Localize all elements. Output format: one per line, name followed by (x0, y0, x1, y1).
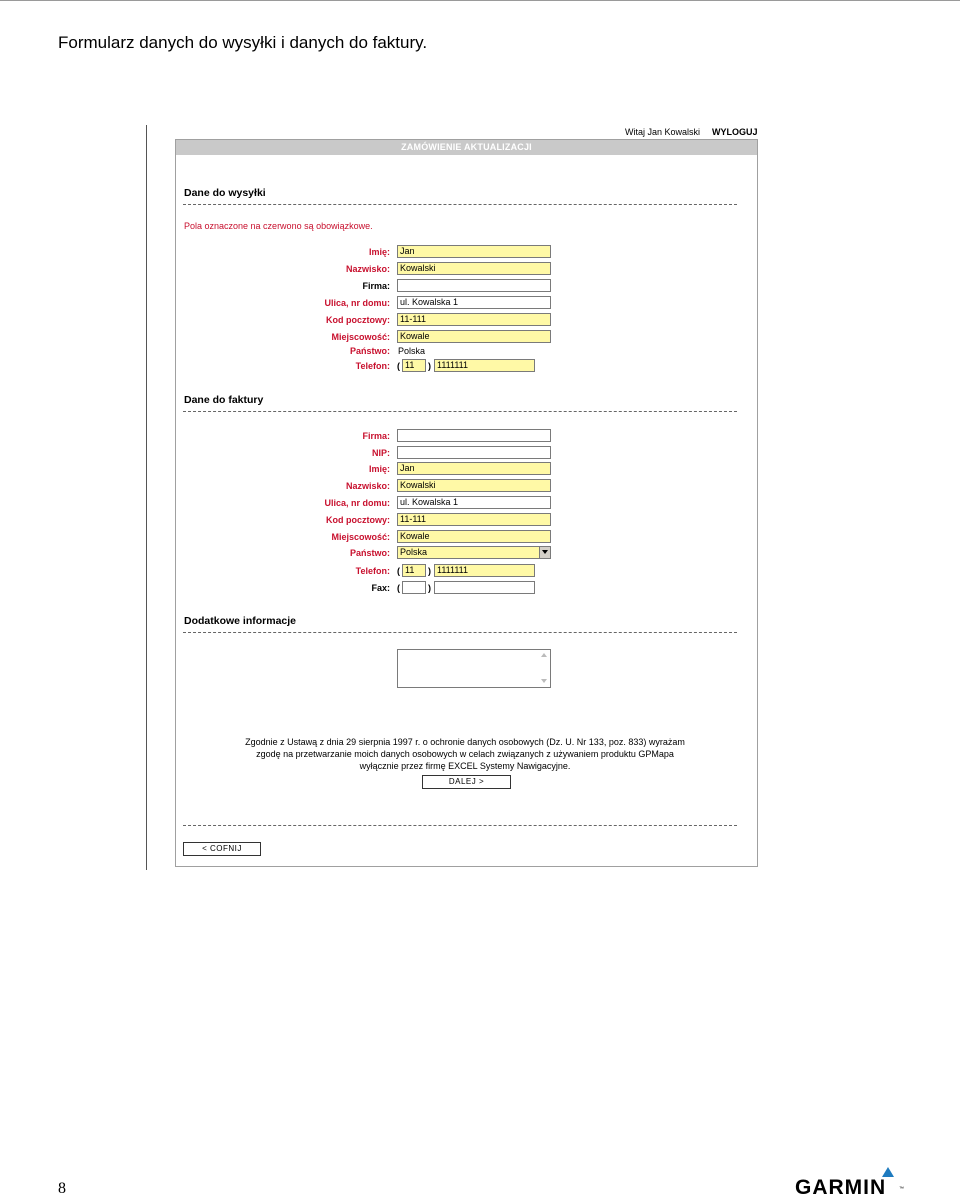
invoice-heading: Dane do faktury (184, 394, 264, 406)
shipping-heading: Dane do wysyłki (184, 187, 266, 199)
invoice-postal-label: Kod pocztowy: (326, 515, 390, 525)
paren-open: ( (397, 566, 400, 576)
page-title: ZAMÓWIENIE AKTUALIZACJI (176, 140, 757, 155)
consent-line: Zgodnie z Ustawą z dnia 29 sierpnia 1997 r. o ochronie danych osobowych (Dz. U. Nr 133, poz. 833) wyrażam (245, 737, 685, 747)
invoice-fax-area-field[interactable] (402, 581, 426, 594)
divider (183, 411, 737, 412)
logout-link[interactable]: WYLOGUJ (712, 127, 758, 137)
invoice-company-label: Firma: (362, 431, 390, 441)
invoice-country-label: Państwo: (349, 548, 390, 558)
invoice-country-value: Polska (400, 547, 428, 557)
shipping-country-label: Państwo: (349, 346, 390, 356)
shipping-city-field[interactable]: Kowale (397, 330, 551, 343)
shipping-postal-field[interactable]: 11-111 (397, 313, 551, 326)
logo-text: GARMIN (795, 1176, 887, 1199)
invoice-fax-number-field[interactable] (434, 581, 535, 594)
invoice-street-label: Ulica, nr domu: (324, 498, 390, 508)
invoice-postal-field[interactable]: 11-111 (397, 513, 551, 526)
scroll-down-icon[interactable] (540, 677, 549, 686)
shipping-first-name-field[interactable]: Jan (397, 245, 551, 258)
invoice-street-field[interactable]: ul. Kowalska 1 (397, 496, 551, 509)
garmin-logo (795, 1166, 905, 1198)
next-button[interactable]: DALEJ > (422, 775, 511, 789)
invoice-last-name-field[interactable]: Kowalski (397, 479, 551, 492)
shipping-last-name-field[interactable]: Kowalski (397, 262, 551, 275)
invoice-nip-field[interactable] (397, 446, 551, 459)
shipping-last-name-label: Nazwisko: (345, 264, 390, 274)
chevron-down-icon[interactable] (539, 547, 550, 558)
shipping-street-label: Ulica, nr domu: (324, 298, 390, 308)
invoice-phone-number-field[interactable]: 1111111 (434, 564, 535, 577)
required-note: Pola oznaczone na czerwono są obowiązkowe. (184, 221, 373, 231)
divider (183, 204, 737, 205)
back-button[interactable]: < COFNIJ (183, 842, 261, 856)
trademark-symbol: ™ (899, 1186, 904, 1192)
scroll-up-icon[interactable] (540, 651, 549, 660)
invoice-company-field[interactable] (397, 429, 551, 442)
paren-open: ( (397, 583, 400, 593)
top-rule (0, 0, 960, 1)
divider (183, 632, 737, 633)
shipping-first-name-label: Imię: (368, 247, 390, 257)
invoice-nip-label: NIP: (372, 448, 390, 458)
consent-line: zgodę na przetwarzanie moich danych osobowych w celach związanych z używaniem produktu GPMapa (256, 749, 674, 759)
invoice-fax-label: Fax: (371, 583, 390, 593)
paren-open: ( (397, 361, 400, 371)
shipping-street-field[interactable]: ul. Kowalska 1 (397, 296, 551, 309)
shipping-postal-label: Kod pocztowy: (326, 315, 390, 325)
consent-text (190, 736, 740, 772)
divider (183, 825, 737, 826)
invoice-city-label: Miejscowość: (331, 532, 390, 542)
shipping-city-label: Miejscowość: (331, 332, 390, 342)
invoice-last-name-label: Nazwisko: (345, 481, 390, 491)
welcome-text: Witaj Jan Kowalski (624, 127, 700, 137)
paren-close: ) (428, 566, 431, 576)
additional-notes-textarea[interactable] (397, 649, 551, 688)
shipping-phone-label: Telefon: (355, 361, 390, 371)
paren-close: ) (428, 361, 431, 371)
shipping-company-label: Firma: (362, 281, 390, 291)
invoice-country-select[interactable] (397, 546, 551, 559)
shipping-phone-area-field[interactable]: 11 (402, 359, 426, 372)
invoice-first-name-label: Imię: (368, 464, 390, 474)
invoice-first-name-field[interactable]: Jan (397, 462, 551, 475)
invoice-city-field[interactable]: Kowale (397, 530, 551, 543)
left-border (146, 125, 147, 870)
invoice-phone-label: Telefon: (355, 566, 390, 576)
shipping-phone-number-field[interactable]: 1111111 (434, 359, 535, 372)
additional-heading: Dodatkowe informacje (184, 615, 297, 627)
paren-close: ) (428, 583, 431, 593)
shipping-company-field[interactable] (397, 279, 551, 292)
invoice-phone-area-field[interactable]: 11 (402, 564, 426, 577)
page-number: 8 (58, 1180, 66, 1197)
document-title: Formularz danych do wysyłki i danych do faktury. (58, 33, 428, 52)
consent-line: wyłącznie przez firmę EXCEL Systemy Nawigacyjne. (359, 761, 571, 771)
shipping-country-value: Polska (398, 346, 426, 356)
